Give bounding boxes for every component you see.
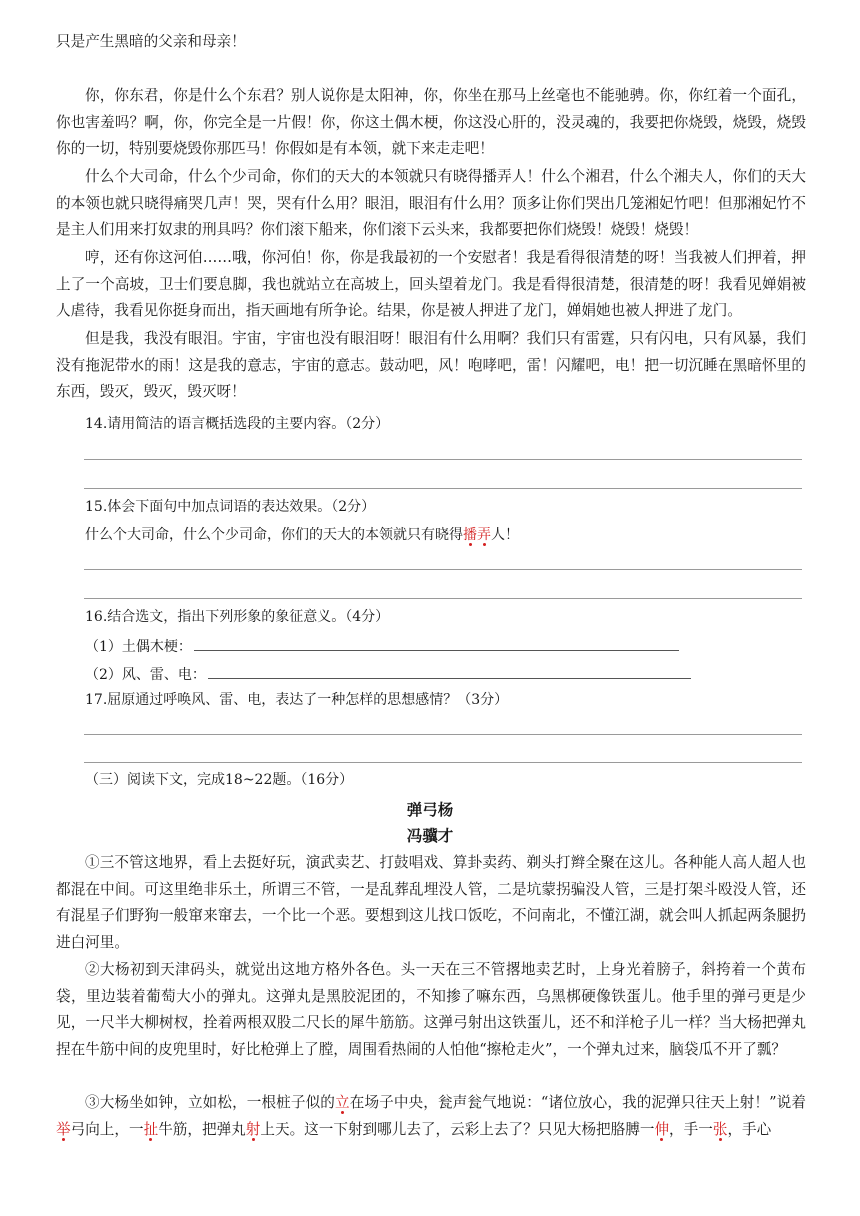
answer-line[interactable] [84, 762, 802, 763]
story-paragraph [56, 1090, 806, 1143]
question-16-2-label: （2）风、雷、电： [85, 667, 206, 683]
question-16-1 [85, 634, 679, 658]
question-17: 17.屈原通过呼唤风、雷、电，表达了一种怎样的思想感情？（3分） [85, 692, 509, 708]
emphasized-char: 播 [463, 527, 477, 543]
passage-paragraph: 只是产生黑暗的父亲和母亲！ [56, 33, 246, 50]
passage-paragraph: 哼，还有你这河伯……哦，你河伯！你，你是我最初的一个安慰者！我是看得很清楚的呀！当我被人们押着，押上了一个高坡，卫士们要息脚，我也就站立在高坡上，回头望着龙门。我是看得很清楚，很清楚的呀！我看见婵娟被人虐待，我看见你挺身而出，指天画地有所争论。结果，你是被人押进了龙门，婵娟她也被人押进了龙门。 [56, 249, 806, 320]
text-run: ，手心 [727, 1120, 772, 1138]
passage-paragraph: 但是我，我没有眼泪。宇宙，宇宙也没有眼泪呀！眼泪有什么用啊？我们只有雷霆，只有闪电，只有风暴，我们没有拖泥带水的雨！这是我的意志，宇宙的意志。鼓动吧，风！咆哮吧，雷！闪耀吧，电！把一切沉睡在黑暗怀里的东西，毁灭，毁灭，毁灭呀！ [56, 330, 806, 401]
story-author: 冯骥才 [406, 827, 454, 845]
passage-paragraph: 什么个大司命，什么个少司命，你们的天大的本领就只有晓得播弄人！什么个湘君，什么个湘夫人，你们的天大的本领也就只晓得痛哭几声！哭，哭有什么用？眼泪，眼泪有什么用？顶多让你们哭出几笼湘妃竹吧！但那湘妃竹不是主人们用来打奴隶的刑具吗？你们滚下船来，你们滚下云头来，我都要把你们烧毁！烧毁！烧毁！ [56, 168, 806, 239]
passage-paragraph: 你，你东君，你是什么个东君？别人说你是太阳神，你，你坐在那马上丝毫也不能驰骋。你，你红着一个面孔，你也害羞吗？啊，你，你完全是一片假！你，你这土偶木梗，你这没心肝的，没灵魂的，我要把你烧毁，烧毁，烧毁你的一切，特别要烧毁你那匹马！你假如是有本领，就下来走走吧！ [56, 87, 806, 158]
emphasized-char: 扯 [143, 1120, 159, 1138]
text-run: 在场子中央，瓮声瓮气地说：“诸位放心，我的泥弹只往天上射！”说着 [349, 1094, 806, 1111]
fill-blank[interactable] [194, 634, 679, 651]
answer-line[interactable] [84, 598, 802, 599]
emphasized-char: 弄 [477, 527, 491, 543]
sentence-text: 什么个大司命，什么个少司命，你们的天大的本领就只有晓得 [85, 527, 463, 543]
emphasized-char: 射 [245, 1120, 261, 1138]
question-16-2 [85, 662, 691, 686]
answer-line[interactable] [84, 459, 802, 460]
answer-line[interactable] [84, 569, 802, 570]
question-14: 14.请用简洁的语言概括选段的主要内容。（2分） [85, 416, 390, 432]
text-run: 上天。这一下射到哪儿去了，云彩上去了？只见大杨把胳膊一 [260, 1120, 655, 1138]
question-15-sentence [85, 524, 519, 546]
story-paragraph: ②大杨初到天津码头，就觉出这地方格外各色。头一天在三不管撂地卖艺时，上身光着膀子，斜挎着一个黄布袋，里边装着葡萄大小的弹丸。这弹丸是黑胶泥团的，不知掺了嘛东西，乌黑梆硬像铁蛋儿。他手里的弹弓更是少见，一尺半大柳树杈，拴着两根双股二尺长的犀牛筋筋。这弹弓射出这铁蛋儿，还不和洋枪子儿一样？当大杨把弹丸捏在牛筋中间的皮兜里时，好比枪弹上了膛，周围看热闹的人怕他“擦枪走火”，一个弹丸过来，脑袋瓜不开了瓢？ [56, 961, 806, 1058]
emphasized-char: 张 [712, 1120, 728, 1138]
section-heading: （三）阅读下文，完成18~22题。（16分） [85, 772, 354, 788]
question-15: 15.体会下面句中加点词语的表达效果。（2分） [85, 499, 376, 515]
question-16-1-label: （1）土偶木梗： [85, 639, 192, 655]
text-run: 弓向上，一 [70, 1120, 144, 1138]
sentence-text: 人！ [491, 527, 519, 543]
story-title: 弹弓杨 [406, 801, 454, 819]
story-paragraph: ①三不管这地界，看上去挺好玩，演武卖艺、打鼓唱戏、算卦卖药、剃头打辫全聚在这儿。各种能人高人超人也都混在中间。可这里绝非乐土，所谓三不管，一是乱葬乱埋没人管，二是坑蒙拐骗没人管，三是打架斗殴没人管，还有混星子们野狗一般窜来窜去，一个比一个恶。要想到这儿找口饭吃，不问南北，不懂江湖，就会叫人抓起两条腿扔进白河里。 [56, 854, 806, 951]
emphasized-char: 伸 [654, 1120, 670, 1138]
text-run: ，手一 [669, 1120, 713, 1138]
fill-blank[interactable] [208, 662, 691, 679]
emphasized-char: 举 [56, 1120, 71, 1138]
question-16: 16.结合选文，指出下列形象的象征意义。（4分） [85, 609, 390, 625]
answer-line[interactable] [84, 734, 802, 735]
text-run: 牛筋，把弹丸 [158, 1120, 246, 1138]
text-run: ③大杨坐如钟，立如松，一根桩子似的 [85, 1094, 336, 1111]
answer-line[interactable] [84, 488, 802, 489]
emphasized-char: 立 [335, 1094, 350, 1111]
